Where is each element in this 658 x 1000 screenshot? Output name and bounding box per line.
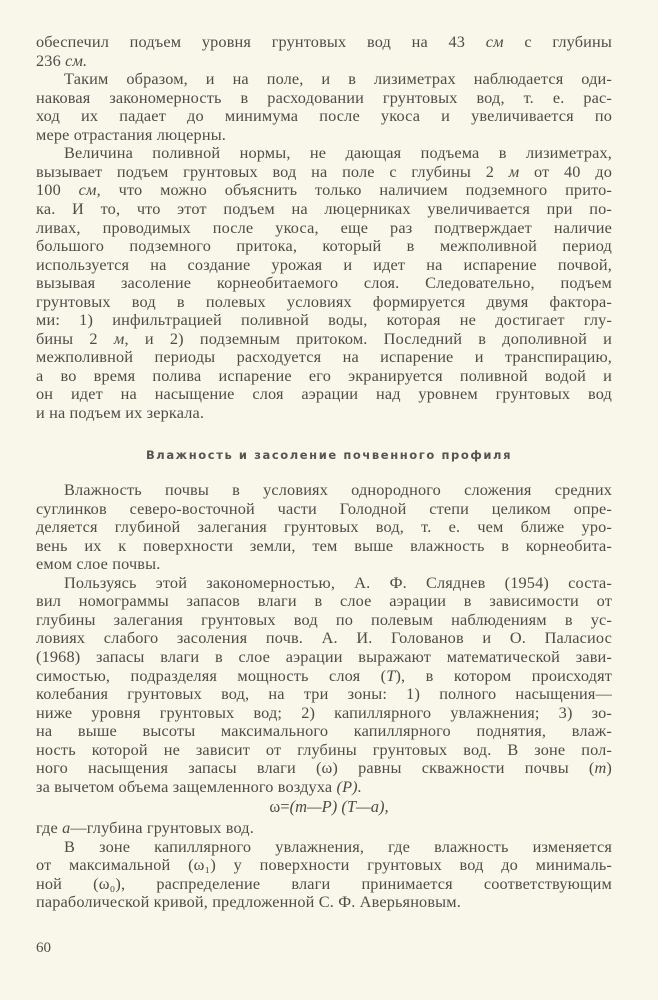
text-span: —глубина грунтовых вод.: [70, 818, 254, 837]
text-span: ной (ω₀), распределение влаги принимается соответствующим: [36, 873, 612, 893]
text-span: от максимальной (ω₁) у поверхности грунтовых вод до минималь-: [36, 855, 612, 875]
text-span: используется на создание урожая и идет на испарение почвой,: [36, 254, 612, 274]
text-line: [36, 237, 612, 255]
text-span: где: [36, 818, 63, 837]
text-span: Пользуясь этой закономерностью, А. Ф. Сляднев (1954) соста-: [64, 572, 612, 592]
text-line: [36, 629, 612, 647]
text-line: [36, 311, 612, 329]
italic-text: T: [386, 665, 396, 685]
text-span: а во время полива испарение его экранируется поливной водой и: [36, 365, 612, 385]
text-line: [36, 181, 612, 199]
text-span: Влажность почвы в условиях однородного сложения средних: [64, 480, 612, 499]
text-line: [36, 856, 612, 874]
formula-lhs: ω=: [269, 797, 290, 816]
italic-text: m: [594, 758, 607, 778]
text-span: ливах, проводимых после укоса, еще раз подтверждает наличие: [36, 217, 612, 237]
text-span: вил номограммы запасов влаги в слое аэрации в зависимости от: [36, 591, 612, 611]
text-line: [36, 893, 612, 911]
italic-text: м: [113, 328, 125, 348]
text-span: вызывает подъем грунтовых вод на поле с глубины 2: [36, 161, 509, 181]
text-line: [36, 126, 612, 144]
text-line: [64, 144, 612, 162]
formula: [0, 797, 658, 817]
italic-text: a: [62, 818, 71, 837]
text-span: ниже уровня грунтовых вод; 2) капиллярного увлажнения; 3) зо-: [36, 702, 612, 722]
text-span: межполивной периоды расходуется на испарение и транспирацию,: [36, 347, 612, 367]
text-span: ), в котором происходят: [395, 665, 612, 685]
text-line: [36, 592, 612, 610]
text-line: [36, 256, 612, 274]
text-span: Таким образом, и на поле, и в лизиметрах наблюдается оди-: [64, 69, 612, 89]
text-span: бины 2: [36, 328, 114, 348]
italic-text: см,: [78, 180, 101, 200]
text-span: симостью, подразделяя мощность слоя (: [36, 665, 387, 685]
text-span: ): [606, 758, 612, 778]
formula-rhs: (m—P) (T—a),: [289, 797, 389, 816]
text-line: [36, 367, 612, 385]
text-line: [36, 500, 612, 518]
text-line: [36, 722, 612, 740]
text-span: обеспечил подъем уровня грунтовых вод на 43: [36, 32, 486, 51]
text-span: вызывая засоление корнеобитаемого слоя. Следовательно, подъем: [36, 273, 612, 293]
text-span: (1968) запасы влаги в слое аэрации выражают математической зави-: [36, 646, 612, 666]
text-line: [36, 704, 612, 722]
text-span: 236: [36, 50, 66, 70]
text-span: деляется глубиной залегания грунтовых вод, т. е. чем ближе уро-: [36, 517, 612, 537]
italic-text: (P).: [336, 776, 362, 796]
text-line: [64, 574, 612, 592]
text-line: [36, 200, 612, 218]
text-line: [36, 163, 612, 181]
italic-text: см: [485, 32, 504, 51]
text-line: [64, 838, 612, 856]
text-span: с глубины: [503, 32, 612, 51]
text-line: [36, 330, 612, 348]
text-span: параболической кривой, предложенной С. Ф. Аверьяновым.: [36, 892, 461, 912]
text-line: [36, 348, 612, 366]
text-line: [36, 518, 612, 536]
text-span: В зоне капиллярного увлажнения, где влажность изменяется: [64, 836, 612, 856]
text-line: [36, 685, 612, 703]
text-span: что можно объяснить только наличием подземного прито-: [100, 180, 613, 200]
text-line: [36, 648, 612, 666]
text-line: [36, 611, 612, 629]
text-line: [36, 89, 612, 107]
text-line: [36, 219, 612, 237]
text-span: на выше высоты максимального капиллярного поднятия, влаж-: [36, 721, 612, 741]
text-span: суглинков северо-восточной части Голодной степи целиком опре-: [36, 498, 612, 518]
text-line: [36, 759, 612, 777]
text-span: и на подъем их зеркала.: [36, 403, 205, 422]
text-line: [36, 385, 612, 403]
text-span: ход их падает до минимума после укоса и увеличивается по: [36, 106, 612, 126]
text-span: ного насыщения запасы влаги (ω) равны скважности почвы (: [36, 758, 595, 778]
page-number: 60: [36, 940, 51, 956]
text-span: мере отрастания люцерны.: [36, 124, 227, 144]
text-line: [36, 404, 612, 422]
section-heading: Влажность и засоление почвенного профиля: [145, 448, 513, 462]
text-span: ми: 1) инфильтрацией поливной воды, которая не достигает глу-: [36, 310, 612, 330]
text-line: [36, 875, 612, 893]
text-span: Величина поливной нормы, не дающая подъема в лизиметрах,: [64, 143, 612, 163]
text-line: [36, 555, 612, 573]
text-span: ность которой не зависит от глубины грунтовых вод. В зоне пол-: [36, 739, 612, 759]
text-line: [36, 293, 612, 311]
text-span: большого подземного притока, который в межполивной период: [36, 236, 612, 256]
text-line: [36, 107, 612, 125]
text-span: 100: [36, 180, 79, 200]
text-span: емом слое почвы.: [36, 554, 161, 574]
text-span: ка. И то, что этот подъем на люцерниках увеличивается при по-: [36, 198, 612, 218]
text-line: [36, 667, 612, 685]
italic-text: см.: [65, 50, 88, 70]
text-span: ловиях слабого засоления почв. А. И. Голованов и О. Паласиос: [36, 628, 612, 648]
text-span: , и 2) подземным притоком. Последний в дополивной и: [124, 328, 612, 348]
text-span: он идет на насыщение слоя аэрации над уровнем грунтовых вод: [36, 384, 612, 404]
text-span: за вычетом объема защемленного воздуха: [36, 776, 337, 796]
text-span: вень их к поверхности земли, тем выше влажность в корнеобита-: [36, 535, 612, 555]
text-span: наковая закономерность в расходовании грунтовых вод, т. е. рас-: [36, 87, 612, 107]
text-span: колебания грунтовых вод, на три зоны: 1) полного насыщения—: [36, 684, 612, 704]
text-span: от 40 до: [519, 161, 612, 181]
text-line: [36, 778, 612, 796]
italic-text: м: [508, 161, 520, 181]
text-span: грунтовых вод в полевых условиях формируется двумя фактора-: [36, 291, 612, 311]
text-line: [36, 33, 612, 51]
text-line: [36, 741, 612, 759]
text-line: [36, 52, 612, 70]
text-line: [36, 274, 612, 292]
text-span: глубины залегания грунтовых вод по полевым наблюдениям в ус-: [36, 609, 612, 629]
text-line: [36, 537, 612, 555]
text-line: [64, 481, 612, 499]
text-line: [36, 819, 612, 837]
text-line: [64, 70, 612, 88]
